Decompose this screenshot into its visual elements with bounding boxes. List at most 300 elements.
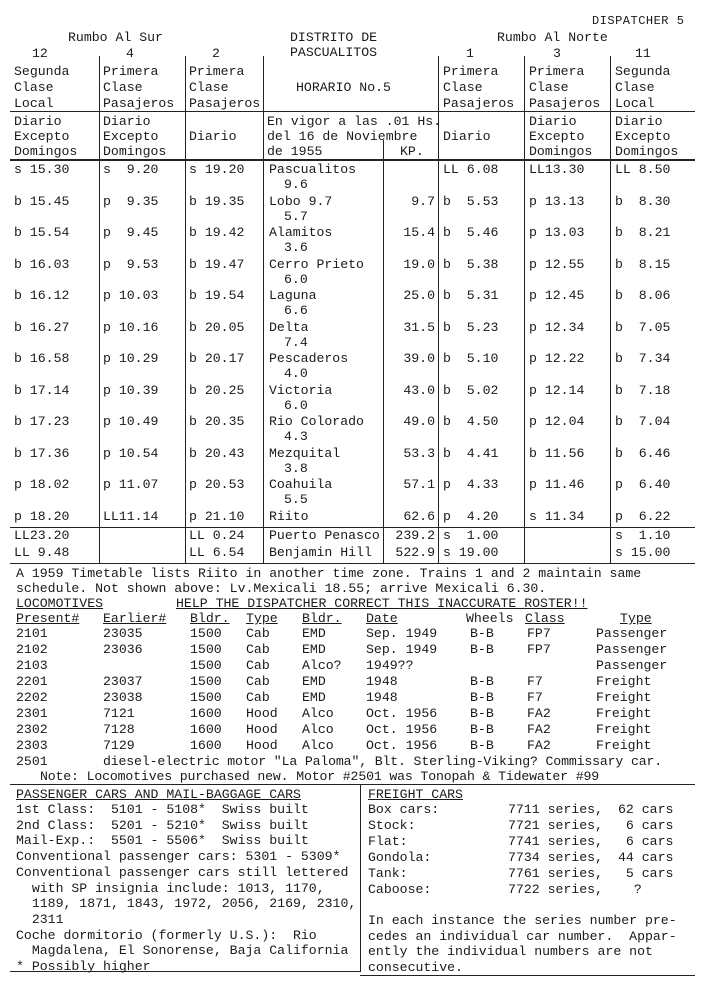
freq-2: Excepto xyxy=(529,129,585,144)
segment-distance: 4.3 xyxy=(284,429,308,444)
loco-builder-number: 1500 xyxy=(190,658,222,673)
freq-2: Diario xyxy=(443,129,491,144)
segment-distance: 6.0 xyxy=(284,397,308,413)
district-name: PASCUALITOS xyxy=(290,45,378,60)
passenger-line: Conventional passenger cars: 5301 - 5309* xyxy=(16,849,341,865)
time-train-12: b 16.03 xyxy=(14,256,70,272)
train-class-2: Clase xyxy=(14,80,54,95)
roster-appeal: HELP THE DISPATCHER CORRECT THIS INACCURATE ROSTER!! xyxy=(176,596,588,611)
freq-3: Domingos xyxy=(14,144,78,159)
loco-service: Passenger xyxy=(596,642,668,657)
time-train-3: p 12.04 xyxy=(529,414,585,429)
station-name: Riito xyxy=(269,508,309,524)
freq-2: Excepto xyxy=(103,129,159,144)
time-train-11: b 7.04 xyxy=(615,414,671,429)
time-train-12: b 16.12 xyxy=(14,288,70,303)
station-name: Cerro Prieto xyxy=(269,256,364,272)
horario-label: HORARIO No.5 xyxy=(296,80,391,95)
kilometer-post: 53.3 xyxy=(403,445,435,461)
loco-date: 1948 xyxy=(366,674,398,689)
passenger-line: 2nd Class: 5201 - 5210* Swiss built xyxy=(16,817,309,833)
time-train-3: LL13.30 xyxy=(529,162,585,177)
loco-wheels: B-B xyxy=(470,642,494,657)
time-train-4: p 9.53 xyxy=(103,256,159,272)
freight-car-type: Caboose: xyxy=(368,882,432,897)
time-train-3: p 12.14 xyxy=(529,382,585,398)
train-class-3: Pasajeros xyxy=(103,96,175,111)
passenger-line: Conventional passenger cars still lettered xyxy=(16,864,349,880)
time-train-11: p 6.22 xyxy=(615,508,671,524)
loco-service: Passenger xyxy=(596,626,668,641)
loco-builder: Alco xyxy=(302,722,334,737)
passenger-line: Coche dormitorio (formerly U.S.): Rio xyxy=(16,927,317,943)
station-name: Lobo 9.7 xyxy=(269,193,333,209)
loco-wheels: B-B xyxy=(470,706,494,721)
district-label: DISTRITO DE xyxy=(290,30,378,45)
loco-date: Oct. 1956 xyxy=(366,722,438,737)
loco-class: FP7 xyxy=(527,626,551,641)
freq-2: Diario xyxy=(189,129,237,144)
loco-builder-number: 1500 xyxy=(190,642,222,657)
loco-service: Freight xyxy=(596,690,652,705)
train-class-3: Local xyxy=(14,96,54,111)
loco-type: Cab xyxy=(246,674,270,689)
time-train-1: b 5.31 xyxy=(443,288,499,303)
loco-class: FA2 xyxy=(527,722,551,737)
station-name: Pascualitos xyxy=(269,162,357,177)
time-train-4: p 10.03 xyxy=(103,288,159,303)
loco-earlier-number: 23035 xyxy=(103,626,143,641)
time-train-4: p 10.49 xyxy=(103,414,159,429)
time-train-3: p 12.45 xyxy=(529,288,585,303)
loco-service: Freight xyxy=(596,674,652,689)
rule xyxy=(360,975,695,976)
train-class-2: Clase xyxy=(103,80,143,95)
col-wheels: Wheels xyxy=(466,611,514,626)
rule xyxy=(10,159,695,161)
loco-builder-number: 1500 xyxy=(190,690,222,705)
loco-builder-number: 1600 xyxy=(190,706,222,721)
column-divider xyxy=(185,56,186,563)
time-train-1: p 4.33 xyxy=(443,477,499,492)
train-number: 1 xyxy=(466,46,474,61)
loco-builder-number: 1500 xyxy=(190,626,222,641)
loco-type: Hood xyxy=(246,738,278,753)
loco-earlier-number: 23037 xyxy=(103,674,143,689)
time-train-4: p 10.16 xyxy=(103,319,159,335)
time-train-11: b 8.30 xyxy=(615,193,671,209)
col-class: Class xyxy=(525,611,565,626)
time-train-12: p 18.20 xyxy=(14,508,70,524)
loco-wheels: B-B xyxy=(470,626,494,641)
vigor-line-3: de 1955 xyxy=(267,144,323,159)
time-train-12: b 17.36 xyxy=(14,445,70,461)
loco-date: Sep. 1949 xyxy=(366,626,438,641)
kilometer-post: 239.2 xyxy=(395,528,435,543)
time-train-11: b 7.05 xyxy=(615,319,671,335)
loco-class: FA2 xyxy=(527,738,551,753)
freight-note-line: cedes an individual car number. Appar- xyxy=(368,928,677,944)
time-train-1: b 5.46 xyxy=(443,225,499,240)
time-train-4: p 10.54 xyxy=(103,445,159,461)
time-train-1: s 1.00 xyxy=(443,528,499,543)
rule xyxy=(263,111,440,112)
time-train-1: b 4.50 xyxy=(443,414,499,429)
loco-date: 1948 xyxy=(366,690,398,705)
rule xyxy=(10,527,695,528)
loco-date: Sep. 1949 xyxy=(366,642,438,657)
freight-series: 7734 series, xyxy=(508,850,603,865)
time-train-4: p 9.45 xyxy=(103,225,159,240)
freight-series: 7721 series, xyxy=(508,818,603,833)
time-train-1: b 4.41 xyxy=(443,445,499,461)
passenger-footnote: * Possibly higher xyxy=(16,959,151,974)
freq-1: Diario xyxy=(14,114,62,129)
freq-3: Domingos xyxy=(529,144,593,159)
time-train-11: b 8.06 xyxy=(615,288,671,303)
freq-3: Domingos xyxy=(615,144,679,159)
freight-car-type: Box cars: xyxy=(368,802,440,817)
train-class-2: Clase xyxy=(615,80,655,95)
loco-present-number: 2202 xyxy=(16,690,48,705)
time-train-3: p 13.13 xyxy=(529,193,585,209)
station-name: Rio Colorado xyxy=(269,414,364,429)
loco-date: Oct. 1956 xyxy=(366,706,438,721)
time-train-2: LL 0.24 xyxy=(189,528,245,543)
time-train-2: b 19.54 xyxy=(189,288,245,303)
freight-car-type: Tank: xyxy=(368,866,408,881)
train-number: 4 xyxy=(126,46,134,61)
loco-builder-number: 1500 xyxy=(190,674,222,689)
time-train-12: b 16.27 xyxy=(14,319,70,335)
column-divider xyxy=(263,56,264,563)
passenger-line: Magdalena, El Sonorense, Baja California xyxy=(16,943,349,959)
segment-distance: 6.6 xyxy=(284,303,308,318)
kilometer-post: 31.5 xyxy=(403,319,435,335)
column-divider xyxy=(524,56,525,563)
station-name: Coahuila xyxy=(269,477,333,492)
vigor-line-1: En vigor a las .01 Hs. xyxy=(267,114,442,129)
passenger-line: with SP insignia include: 1013, 1170, xyxy=(16,880,325,896)
freight-title: FREIGHT CARS xyxy=(368,787,463,802)
col-builder: Bldr. xyxy=(302,611,342,626)
time-train-11: b 8.21 xyxy=(615,225,671,240)
station-name: Laguna xyxy=(269,288,317,303)
kilometer-post: 43.0 xyxy=(403,382,435,398)
time-train-12: b 17.14 xyxy=(14,382,70,398)
kilometer-post: 39.0 xyxy=(403,351,435,366)
time-train-2: p 20.53 xyxy=(189,477,245,492)
loco-wheels: B-B xyxy=(470,674,494,689)
time-train-2: b 20.25 xyxy=(189,382,245,398)
time-train-11: LL 8.50 xyxy=(615,162,671,177)
freq-2: Excepto xyxy=(615,129,671,144)
time-train-2: b 19.35 xyxy=(189,193,245,209)
segment-distance: 3.6 xyxy=(284,240,308,255)
train-class-3: Local xyxy=(615,96,655,111)
freight-car-type: Stock: xyxy=(368,818,416,833)
freight-car-type: Flat: xyxy=(368,834,408,849)
time-train-4: p 10.39 xyxy=(103,382,159,398)
kilometer-post: 522.9 xyxy=(395,544,435,560)
time-train-3: p 12.55 xyxy=(529,256,585,272)
freq-1: Diario xyxy=(615,114,663,129)
loco-earlier-number: 7128 xyxy=(103,722,135,737)
segment-distance: 9.6 xyxy=(284,177,308,192)
kilometer-post: 57.1 xyxy=(403,477,435,492)
time-train-2: b 20.05 xyxy=(189,319,245,335)
freight-count: 44 cars xyxy=(618,850,674,865)
passenger-line: 1st Class: 5101 - 5108* Swiss built xyxy=(16,802,309,817)
segment-distance: 3.8 xyxy=(284,460,308,476)
time-train-2: p 21.10 xyxy=(189,508,245,524)
kilometer-post: 25.0 xyxy=(403,288,435,303)
freq-2: Excepto xyxy=(14,129,70,144)
time-train-1: s 19.00 xyxy=(443,544,499,560)
loco-builder: EMD xyxy=(302,674,326,689)
loco-earlier-number: 23038 xyxy=(103,690,143,705)
freq-1: Diario xyxy=(529,114,577,129)
freight-series: 7722 series, xyxy=(508,882,603,897)
kilometer-post: 62.6 xyxy=(403,508,435,524)
train-class-3: Pasajeros xyxy=(529,96,601,111)
train-number: 2 xyxy=(212,46,220,61)
time-train-3: b 11.56 xyxy=(529,445,585,461)
segment-distance: 5.7 xyxy=(284,208,308,224)
station-name: Pescaderos xyxy=(269,351,349,366)
train-number: 11 xyxy=(635,46,651,61)
freight-car-type: Gondola: xyxy=(368,850,432,865)
loco-date: 1949?? xyxy=(366,658,414,673)
time-train-3: p 12.34 xyxy=(529,319,585,335)
column-divider xyxy=(610,56,611,563)
train-class-1: Primera xyxy=(529,64,585,79)
station-name: Victoria xyxy=(269,382,333,398)
loco-present-number: 2101 xyxy=(16,626,48,641)
time-train-11: s 1.10 xyxy=(615,528,671,543)
train-class-1: Segunda xyxy=(615,64,671,79)
loco-type: Hood xyxy=(246,722,278,737)
freight-count: 6 cars xyxy=(618,818,674,833)
time-train-1: b 5.53 xyxy=(443,193,499,209)
time-train-3: s 11.34 xyxy=(529,508,585,524)
loco-wheels: B-B xyxy=(470,722,494,737)
passenger-line: 1189, 1871, 1843, 1972, 2056, 2169, 2310, xyxy=(16,896,357,912)
loco-present-number: 2102 xyxy=(16,642,48,657)
loco-type: Cab xyxy=(246,626,270,641)
time-train-2: s 19.20 xyxy=(189,162,245,177)
time-train-11: b 6.46 xyxy=(615,445,671,461)
segment-distance: 7.4 xyxy=(284,334,308,350)
time-train-2: b 20.17 xyxy=(189,351,245,366)
loco-type: Hood xyxy=(246,706,278,721)
train-class-2: Clase xyxy=(529,80,569,95)
rule xyxy=(10,784,695,785)
freight-count: 62 cars xyxy=(618,802,674,817)
time-train-2: b 20.35 xyxy=(189,414,245,429)
timetable-note-1: A 1959 Timetable lists Riito in another time zone. Trains 1 and 2 maintain same xyxy=(16,566,642,581)
loco-class: F7 xyxy=(527,690,543,705)
station-name: Mezquital xyxy=(269,445,341,461)
loco-type: Cab xyxy=(246,690,270,705)
col-bldr: Bldr. xyxy=(190,611,230,626)
loco-type: Cab xyxy=(246,642,270,657)
loco-class: FA2 xyxy=(527,706,551,721)
train-number: 12 xyxy=(32,46,48,61)
time-train-12: b 17.23 xyxy=(14,414,70,429)
freight-note-line: ently the individual numbers are not xyxy=(368,944,653,959)
freight-series: 7761 series, xyxy=(508,866,603,881)
time-train-4: LL11.14 xyxy=(103,508,159,524)
time-train-12: b 15.45 xyxy=(14,193,70,209)
time-train-12: s 15.30 xyxy=(14,162,70,177)
loco-present-number: 2301 xyxy=(16,706,48,721)
freight-series: 7711 series, xyxy=(508,802,603,817)
loco-builder: EMD xyxy=(302,626,326,641)
time-train-1: b 5.02 xyxy=(443,382,499,398)
col-type: Type xyxy=(246,611,278,626)
time-train-3: p 13.03 xyxy=(529,225,585,240)
time-train-11: b 7.18 xyxy=(615,382,671,398)
rule xyxy=(10,563,695,564)
station-name: Benjamin Hill xyxy=(269,544,372,560)
time-train-11: b 8.15 xyxy=(615,256,671,272)
kilometer-post: 15.4 xyxy=(403,225,435,240)
column-divider xyxy=(438,56,439,563)
timetable-note-2: schedule. Not shown above: Lv.Mexicali 18.55; arrive Mexicali 6.30. xyxy=(16,581,547,596)
time-train-2: b 19.42 xyxy=(189,225,245,240)
time-train-2: b 19.47 xyxy=(189,256,245,272)
time-train-4: p 9.35 xyxy=(103,193,159,209)
time-train-4: s 9.20 xyxy=(103,162,159,177)
loco-wheels: B-B xyxy=(470,738,494,753)
freight-count: 5 cars xyxy=(618,866,674,881)
kilometer-post: 9.7 xyxy=(411,193,435,209)
loco-earlier-number: 7129 xyxy=(103,738,135,753)
loco-earlier-number: 7121 xyxy=(103,706,135,721)
freight-count: ? xyxy=(618,882,642,897)
time-train-12: LL23.20 xyxy=(14,528,70,543)
time-train-4: p 10.29 xyxy=(103,351,159,366)
locomotives-title: LOCOMOTIVES xyxy=(16,596,104,611)
loco-service: Freight xyxy=(596,722,652,737)
loco-date: Oct. 1956 xyxy=(366,738,438,753)
loco-present-number: 2103 xyxy=(16,658,48,673)
passenger-line: Mail-Exp.: 5501 - 5506* Swiss built xyxy=(16,833,309,849)
loco-note: Note: Locomotives purchased new. Motor #2501 was Tonopah & Tidewater #99 xyxy=(40,769,599,784)
loco-builder-number: 1600 xyxy=(190,738,222,753)
kilometer-post: 19.0 xyxy=(403,256,435,272)
station-name: Puerto Penasco xyxy=(269,528,380,543)
loco-2501-description: diesel-electric motor "La Paloma", Blt. Sterling-Viking? Commissary car. xyxy=(103,754,662,769)
time-train-3: p 12.22 xyxy=(529,351,585,366)
loco-present-number: 2303 xyxy=(16,738,48,753)
col-present: Present# xyxy=(16,611,80,626)
train-class-1: Segunda xyxy=(14,64,70,79)
loco-2501-number: 2501 xyxy=(16,754,48,769)
loco-present-number: 2201 xyxy=(16,674,48,689)
time-train-1: p 4.20 xyxy=(443,508,499,524)
loco-class: F7 xyxy=(527,674,543,689)
north-direction-label: Rumbo Al Norte xyxy=(497,30,608,45)
freight-note-line: consecutive. xyxy=(368,959,463,975)
loco-type: Cab xyxy=(246,658,270,673)
segment-distance: 6.0 xyxy=(284,271,308,287)
freq-1: Diario xyxy=(103,114,151,129)
time-train-1: b 5.23 xyxy=(443,319,499,335)
loco-present-number: 2302 xyxy=(16,722,48,737)
loco-earlier-number: 23036 xyxy=(103,642,143,657)
time-train-11: s 15.00 xyxy=(615,544,671,560)
time-train-11: p 6.40 xyxy=(615,477,671,492)
col-service: Type xyxy=(620,611,652,626)
column-divider xyxy=(383,140,384,563)
freight-series: 7741 series, xyxy=(508,834,603,849)
train-number: 3 xyxy=(553,46,561,61)
time-train-1: LL 6.08 xyxy=(443,162,499,177)
loco-builder-number: 1600 xyxy=(190,722,222,737)
column-divider xyxy=(99,56,100,563)
freight-note-line: In each instance the series number pre- xyxy=(368,913,677,928)
kilometer-post: 49.0 xyxy=(403,414,435,429)
train-class-3: Pasajeros xyxy=(189,96,261,111)
freight-count: 6 cars xyxy=(618,834,674,849)
loco-wheels: B-B xyxy=(470,690,494,705)
freq-3: Domingos xyxy=(103,144,167,159)
station-name: Delta xyxy=(269,319,309,335)
segment-distance: 4.0 xyxy=(284,366,308,381)
loco-builder: Alco xyxy=(302,738,334,753)
passenger-line: 2311 xyxy=(16,911,64,927)
train-class-1: Primera xyxy=(189,64,245,79)
loco-service: Freight xyxy=(596,738,652,753)
time-train-12: LL 9.48 xyxy=(14,544,70,560)
time-train-2: b 20.43 xyxy=(189,445,245,461)
section-divider xyxy=(360,784,361,972)
time-train-11: b 7.34 xyxy=(615,351,671,366)
col-earlier: Earlier# xyxy=(103,611,167,626)
time-train-2: LL 6.54 xyxy=(189,544,245,560)
loco-service: Passenger xyxy=(596,658,668,673)
train-class-2: Clase xyxy=(443,80,483,95)
loco-class: FP7 xyxy=(527,642,551,657)
train-class-3: Pasajeros xyxy=(443,96,515,111)
time-train-12: p 18.02 xyxy=(14,477,70,492)
time-train-12: b 15.54 xyxy=(14,225,70,240)
time-train-1: b 5.10 xyxy=(443,351,499,366)
loco-builder: Alco? xyxy=(302,658,342,673)
passenger-title: PASSENGER CARS AND MAIL-BAGGAGE CARS xyxy=(16,787,301,802)
time-train-3: p 11.46 xyxy=(529,477,585,492)
km-header: KP. xyxy=(400,144,424,159)
south-direction-label: Rumbo Al Sur xyxy=(68,30,163,45)
loco-builder: EMD xyxy=(302,690,326,705)
train-class-1: Primera xyxy=(443,64,499,79)
train-class-1: Primera xyxy=(103,64,159,79)
page-corner-label: DISPATCHER 5 xyxy=(592,14,685,28)
vigor-line-2: del 16 de Noviembre xyxy=(267,129,418,144)
loco-builder: EMD xyxy=(302,642,326,657)
time-train-12: b 16.58 xyxy=(14,351,70,366)
segment-distance: 5.5 xyxy=(284,492,308,507)
train-class-2: Clase xyxy=(189,80,229,95)
loco-builder: Alco xyxy=(302,706,334,721)
time-train-1: b 5.38 xyxy=(443,256,499,272)
loco-service: Freight xyxy=(596,706,652,721)
time-train-4: p 11.07 xyxy=(103,477,159,492)
col-date: Date xyxy=(366,611,398,626)
station-name: Alamitos xyxy=(269,225,333,240)
